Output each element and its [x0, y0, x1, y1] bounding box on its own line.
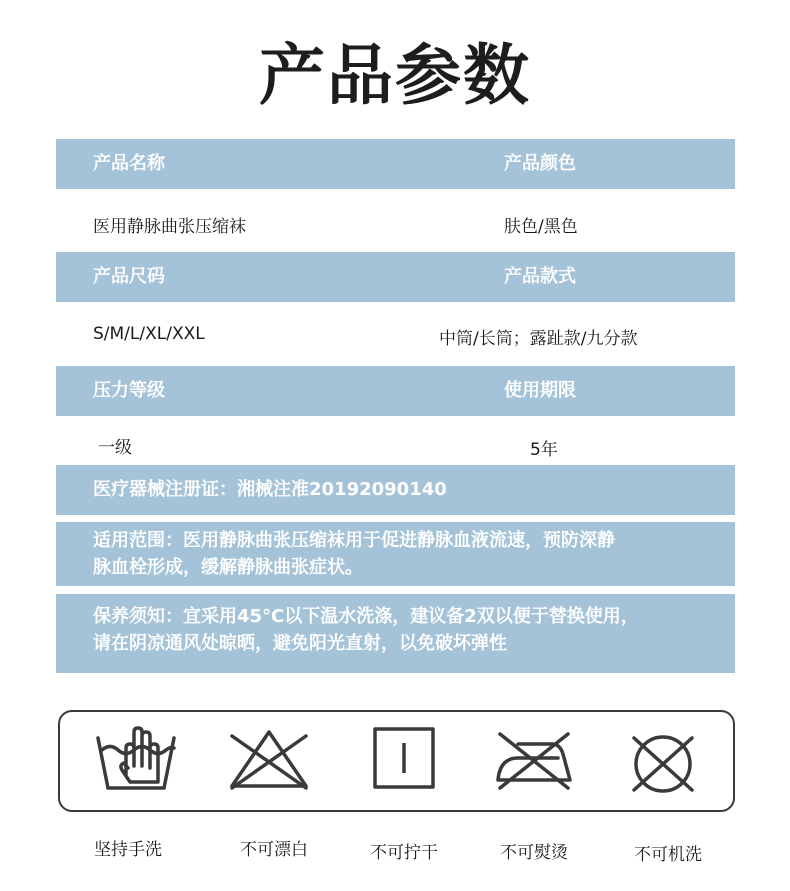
value-service-life: 5年 — [530, 440, 558, 460]
registration-band — [56, 465, 735, 515]
spec-value-row-3 — [56, 433, 735, 460]
header-product-name: 产品名称 — [93, 153, 165, 174]
spec-header-row-2 — [56, 252, 735, 302]
value-product-name: 医用静脉曲张压缩袜 — [93, 217, 246, 237]
label-no-iron: 不可熨烫 — [500, 843, 568, 863]
no-tumble-dry-icon — [372, 726, 436, 790]
care-note-line-2: 请在阴凉通风处晾晒，避免阳光直射，以免破坏弹性 — [93, 633, 507, 654]
value-product-size: S/M/L/XL/XXL — [93, 324, 205, 344]
scope-band — [56, 522, 735, 586]
care-note-band — [56, 594, 735, 673]
header-product-size: 产品尺码 — [93, 266, 165, 287]
spec-header-row-1 — [56, 139, 735, 189]
value-product-style: 中筒/长筒；露趾款/九分款 — [439, 329, 638, 349]
no-bleach-icon — [226, 726, 312, 792]
registration-text: 医疗器械注册证：湘械注准20192090140 — [93, 479, 447, 500]
page-title: 产品参数 — [259, 37, 531, 114]
spec-value-row-2 — [56, 324, 735, 348]
no-iron-icon — [494, 726, 574, 792]
scope-line-1: 适用范围：医用静脉曲张压缩袜用于促进静脉血液流速，预防深静 — [93, 530, 615, 551]
scope-line-2: 脉血栓形成，缓解静脉曲张症状。 — [93, 557, 363, 578]
care-note-line-1: 保养须知：宜采用45°C以下温水洗涤，建议备2双以便于替换使用， — [93, 606, 639, 627]
value-product-color: 肤色/黑色 — [504, 217, 578, 237]
no-machine-wash-icon — [628, 732, 698, 796]
header-service-life: 使用期限 — [504, 380, 576, 401]
hand-wash-icon — [94, 726, 178, 796]
label-hand-wash: 坚持手洗 — [94, 840, 162, 860]
label-no-bleach: 不可漂白 — [240, 840, 308, 860]
spec-header-row-3 — [56, 366, 735, 416]
header-product-style: 产品款式 — [504, 266, 576, 287]
label-no-tumble-dry: 不可拧干 — [370, 843, 438, 863]
value-pressure-level: 一级 — [98, 438, 132, 458]
spec-value-row-1 — [56, 212, 735, 236]
label-no-machine-wash: 不可机洗 — [634, 845, 702, 865]
header-product-color: 产品颜色 — [504, 153, 576, 174]
header-pressure-level: 压力等级 — [93, 380, 165, 401]
